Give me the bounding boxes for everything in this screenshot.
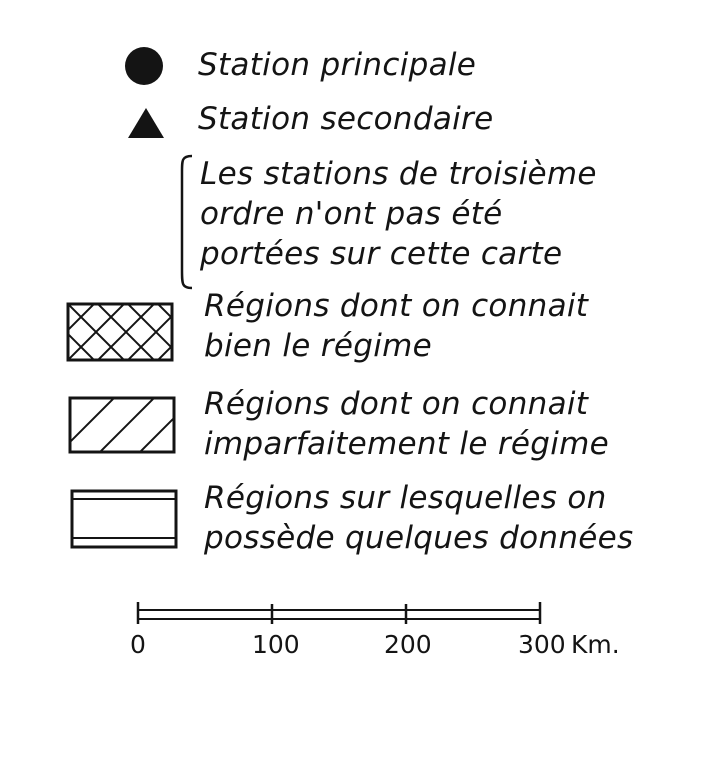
- crosshatch-swatch-icon: [66, 302, 174, 362]
- imperfect-regions-line: Régions dont on connait: [204, 386, 589, 422]
- third-order-note-line: portées sur cette carte: [200, 236, 563, 272]
- double-line-swatch-icon: [70, 488, 178, 550]
- third-order-note: [200, 154, 597, 274]
- filled-circle-icon: [122, 44, 166, 88]
- scale-tick-label: 100: [252, 630, 300, 659]
- scale-tick-label: 200: [384, 630, 432, 659]
- scale-tick-label: 300: [518, 630, 566, 659]
- filled-triangle-icon: [126, 106, 166, 140]
- main-station-label: Station principale: [198, 47, 477, 83]
- diagonal-hatch-swatch-icon: [68, 396, 176, 454]
- some-data-regions-line: Régions sur lesquelles on: [204, 480, 607, 516]
- third-order-note-line: ordre n'ont pas été: [200, 196, 503, 232]
- scale-tick-label: 0: [130, 630, 146, 659]
- scale-bar: [132, 600, 548, 630]
- imperfect-regions-line: imparfaitement le régime: [204, 426, 610, 462]
- brace-icon: [168, 152, 198, 292]
- imperfect-regions-label: [204, 384, 609, 464]
- scale-unit-label: Km.: [571, 630, 620, 659]
- well-known-regions-line: Régions dont on connait: [204, 288, 589, 324]
- well-known-regions-label: [204, 286, 588, 366]
- third-order-note-line: Les stations de troisième: [200, 156, 597, 192]
- some-data-regions-line: possède quelques données: [204, 520, 634, 556]
- secondary-station-label: Station secondaire: [198, 101, 494, 137]
- some-data-regions-label: [204, 478, 633, 558]
- well-known-regions-line: bien le régime: [204, 328, 432, 364]
